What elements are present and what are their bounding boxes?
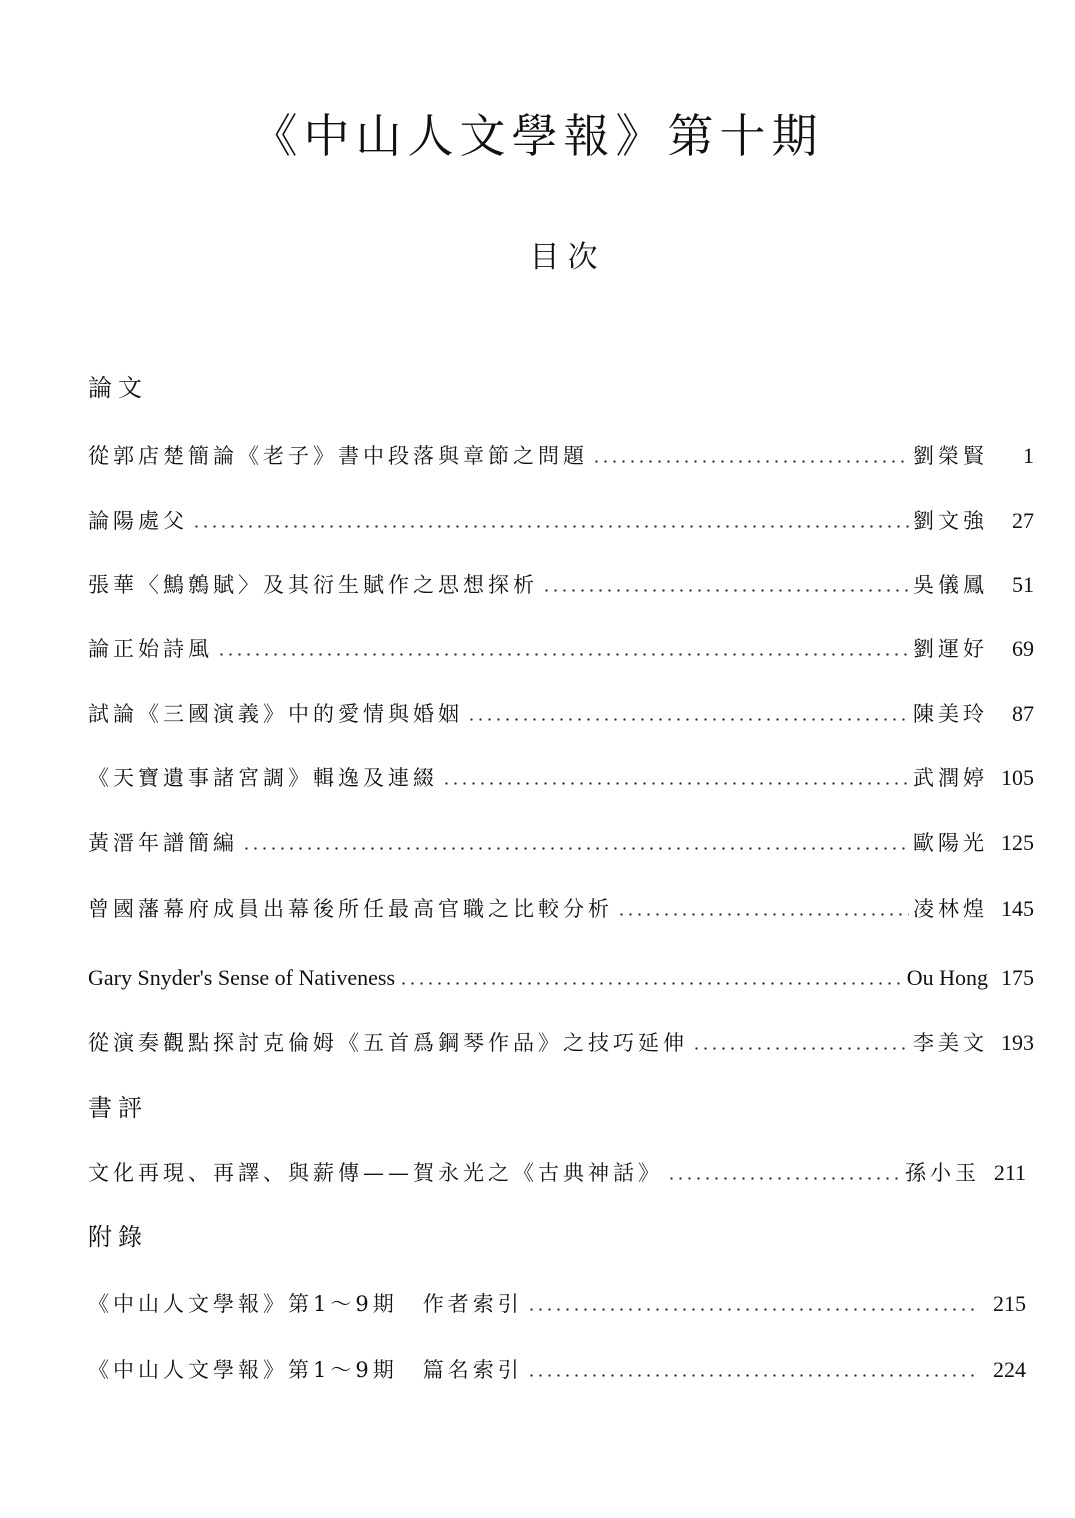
entry-page: 105: [1001, 765, 1034, 790]
section-label-papers: 論文: [88, 374, 148, 402]
section-label-reviews: 書評: [88, 1094, 148, 1122]
entry-author: 李美文: [913, 1031, 988, 1055]
dot-leader: [592, 460, 909, 463]
dot-leader: [667, 1177, 901, 1180]
toc-entry[interactable]: [88, 433, 1034, 467]
toc-entry[interactable]: [88, 691, 1034, 725]
entry-page: 27: [1012, 508, 1034, 533]
entry-author: 孫小玉: [905, 1161, 980, 1185]
entry-author: 凌林煌: [913, 897, 988, 921]
entry-title: 曾國藩幕府成員出幕後所任最高官職之比較分析: [88, 897, 613, 921]
toc-entry[interactable]: [88, 562, 1034, 596]
toc-entry[interactable]: [88, 820, 1034, 854]
entry-page: 193: [1001, 1030, 1034, 1055]
entry-page: 224: [993, 1357, 1026, 1382]
entry-author: 劉運好: [913, 637, 988, 661]
entry-page: 69: [1012, 636, 1034, 661]
dot-leader: [217, 653, 909, 656]
toc-entry[interactable]: [88, 955, 1034, 989]
dot-leader: [399, 982, 903, 985]
entry-title: Gary Snyder's Sense of Nativeness: [88, 965, 396, 990]
entry-page: 215: [993, 1291, 1026, 1316]
dot-leader: [527, 1374, 980, 1377]
entry-page: 125: [1001, 830, 1034, 855]
entry-author: 吳儀鳳: [913, 573, 988, 597]
entry-page: 175: [1001, 965, 1034, 990]
entry-title: 從郭店楚簡論《老子》書中段落與章節之問題: [88, 444, 588, 468]
toc-entry[interactable]: [88, 1020, 1034, 1054]
dot-leader: [467, 718, 909, 721]
dot-leader: [692, 1047, 909, 1050]
dot-leader: [192, 525, 909, 528]
dot-leader: [527, 1308, 980, 1311]
toc-entry[interactable]: [88, 1347, 1026, 1381]
toc-heading: 目次: [529, 240, 606, 275]
toc-entry[interactable]: [88, 755, 1034, 789]
entry-page: 211: [993, 1160, 1026, 1185]
entry-author: 劉文強: [913, 509, 988, 533]
toc-entry[interactable]: [88, 626, 1034, 660]
toc-entry[interactable]: [88, 886, 1034, 920]
section-label-appendix: 附錄: [88, 1223, 148, 1251]
entry-title: 文化再現、再譯、與薪傳——賀永光之《古典神話》: [88, 1161, 663, 1185]
journal-title: 《中山人文學報》第十期: [251, 109, 824, 163]
entry-page: 145: [1001, 896, 1034, 921]
entry-title: 試論《三國演義》中的愛情與婚姻: [88, 702, 463, 726]
entry-page: 1: [1023, 443, 1034, 468]
entry-page: 87: [1012, 701, 1034, 726]
entry-title: 論正始詩風: [88, 637, 213, 661]
dot-leader: [617, 913, 909, 916]
toc-entry[interactable]: [88, 498, 1034, 532]
toc-entry[interactable]: [88, 1281, 1026, 1315]
entry-title: 黃溍年譜簡編: [88, 831, 238, 855]
entry-author: 武潤婷: [913, 766, 988, 790]
entry-title: 《天寶遺事諸宮調》輯逸及連綴: [88, 766, 438, 790]
entry-author: 歐陽光: [913, 831, 988, 855]
entry-page: 51: [1012, 572, 1034, 597]
entry-author: 陳美玲: [913, 702, 988, 726]
entry-title: 論陽處父: [88, 509, 188, 533]
entry-author: 劉榮賢: [913, 444, 988, 468]
dot-leader: [442, 782, 909, 785]
entry-title: 張華〈鷦鷯賦〉及其衍生賦作之思想探析: [88, 573, 538, 597]
entry-title: 從演奏觀點探討克倫姆《五首爲鋼琴作品》之技巧延伸: [88, 1031, 688, 1055]
entry-title: 《中山人文學報》第1～9期 作者索引: [88, 1292, 523, 1316]
entry-title: 《中山人文學報》第1～9期 篇名索引: [88, 1358, 523, 1382]
entry-author: Ou Hong: [906, 965, 988, 990]
toc-entry[interactable]: [88, 1150, 1026, 1184]
dot-leader: [542, 589, 909, 592]
dot-leader: [242, 847, 909, 850]
